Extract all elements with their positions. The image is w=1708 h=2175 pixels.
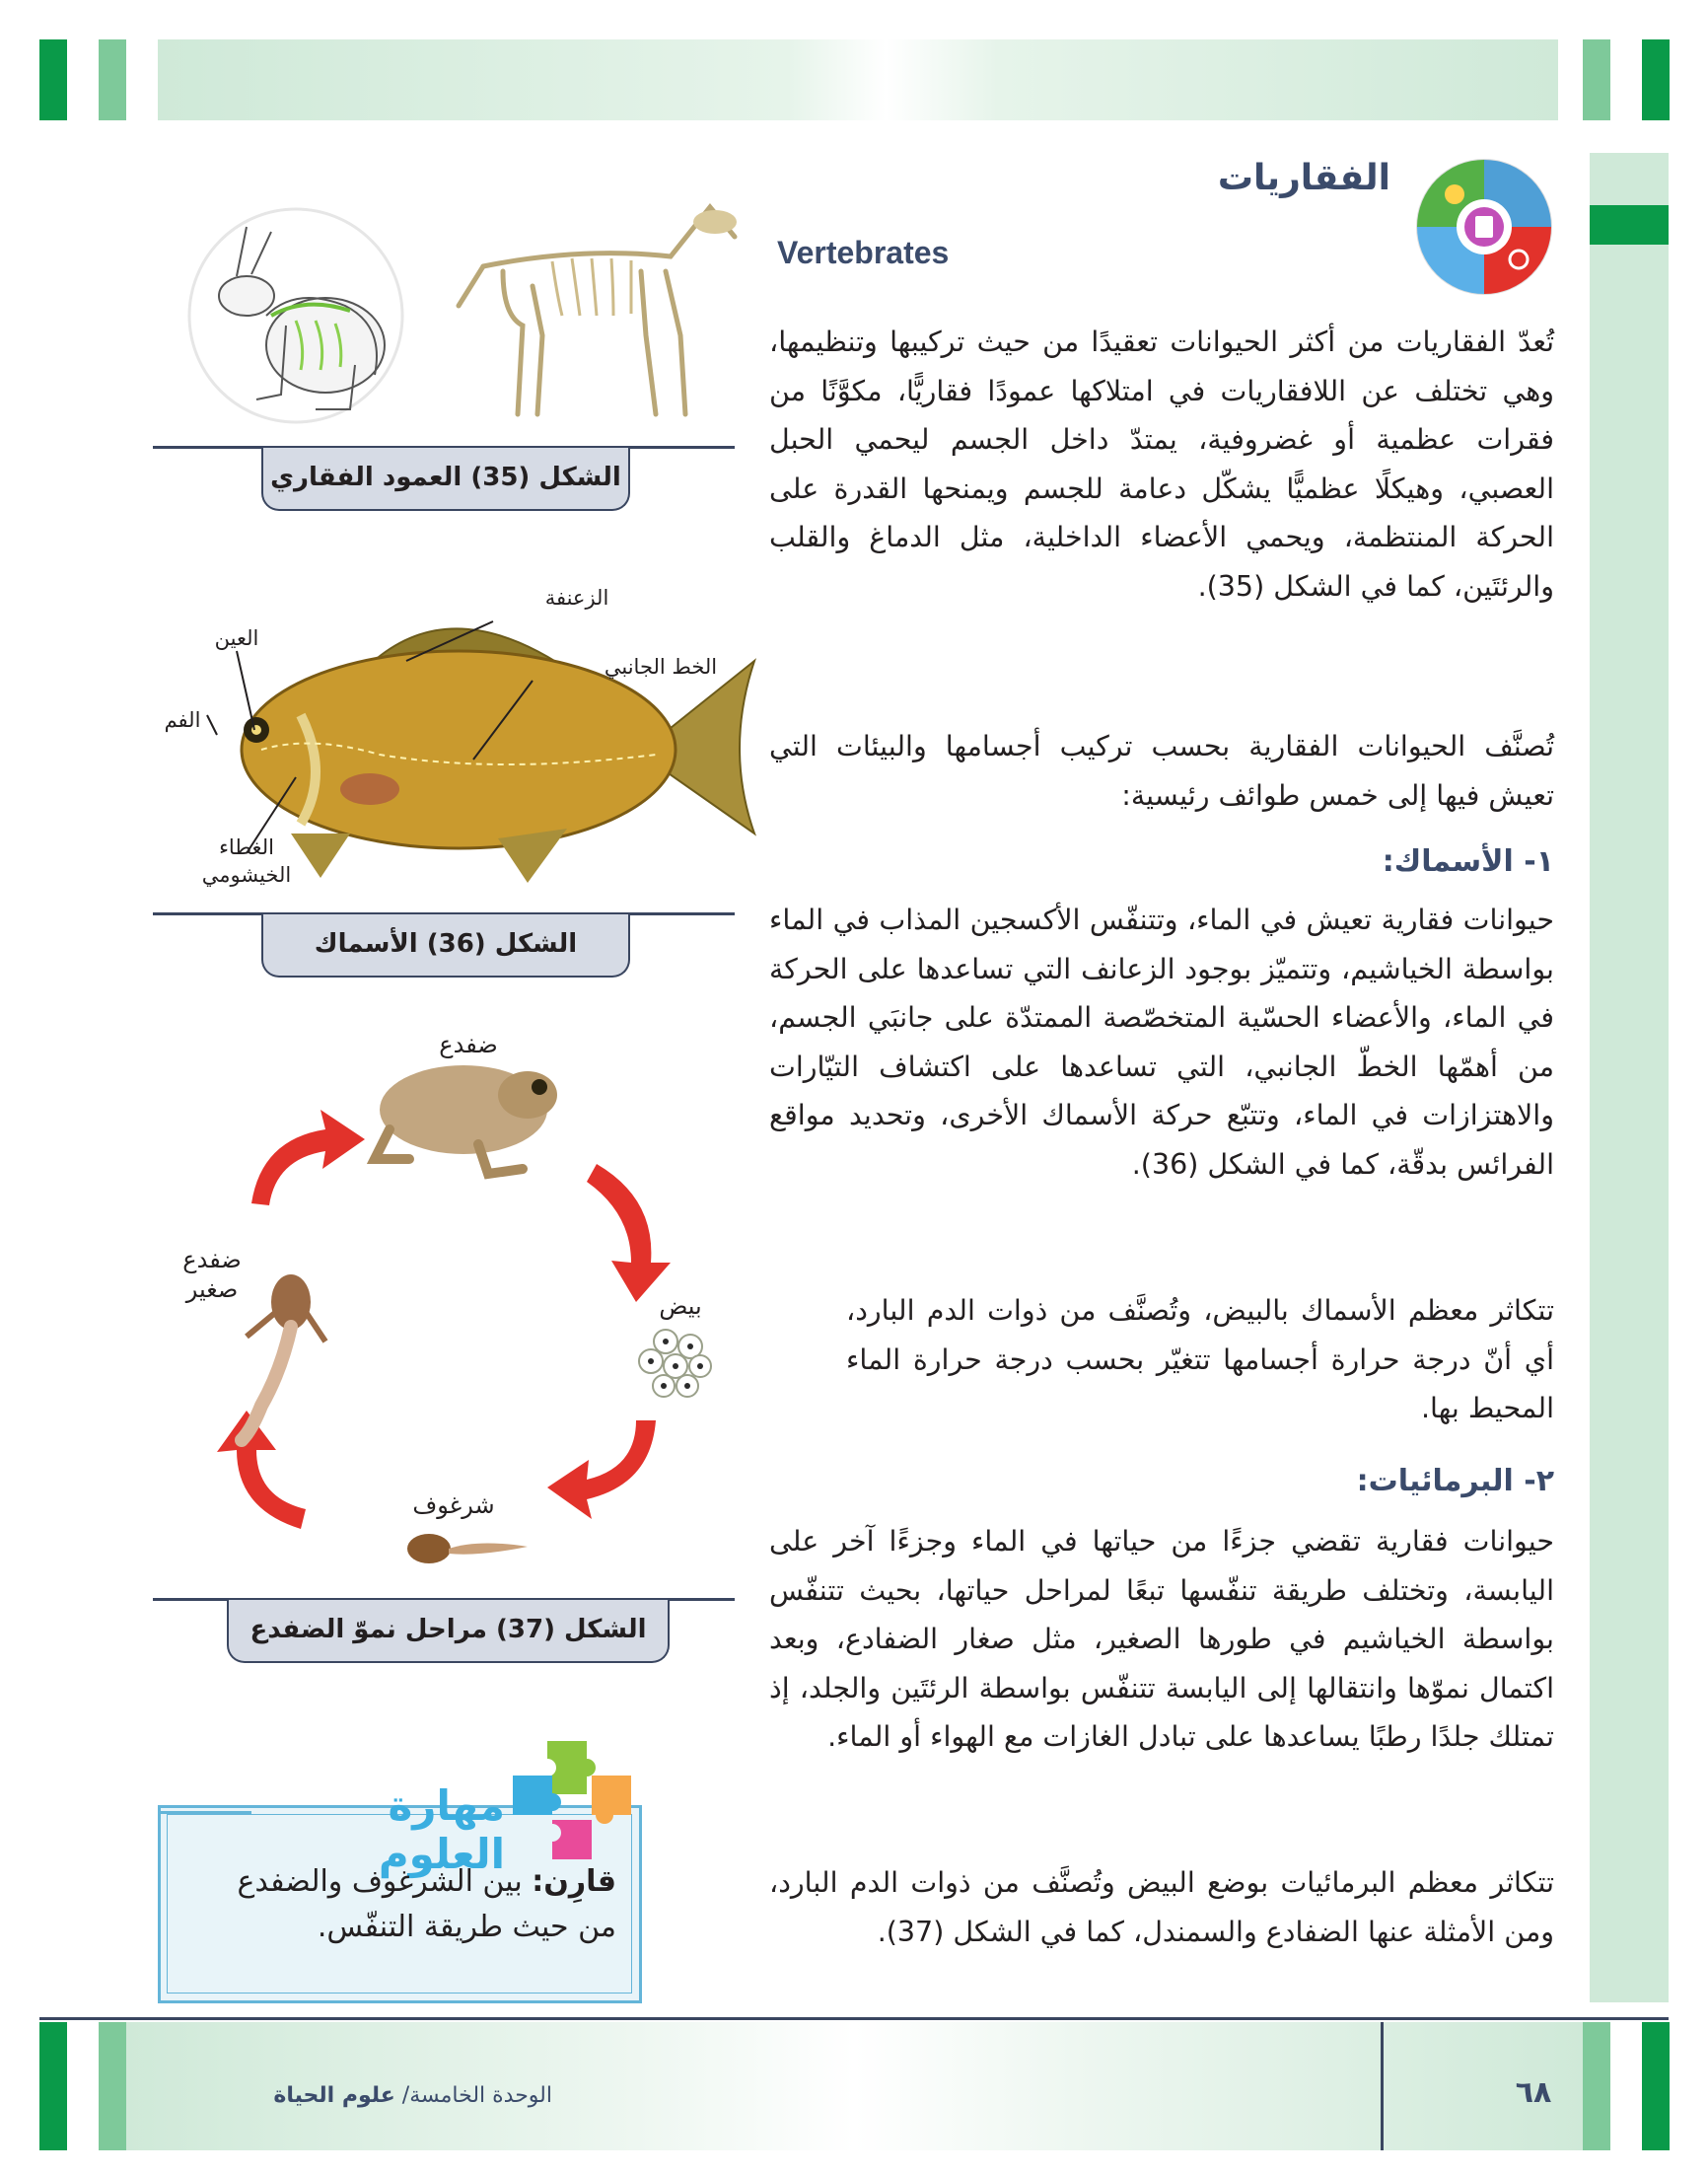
page-number: ٦٨: [1515, 2075, 1552, 2110]
fish-heading: ١- الأسماك:: [1382, 844, 1554, 879]
header-bar-left-light: [99, 39, 126, 120]
fig37-caption: الشكل (37) مراحل نموّ الضفدع: [227, 1600, 670, 1663]
amphibians-paragraph-2: تتكاثر معظم البرمائيات بوضع البيض وتُصنَّف من ذوات الدم البارد، ومن الأمثلة عنها الضفادع والسمندل، كما في الشكل (37).: [769, 1866, 1554, 1948]
footer-bar-left-light: [99, 2022, 126, 2150]
skill-title: مهارة العلوم: [378, 1781, 505, 1878]
fig36-caption: الشكل (36) الأسماك: [261, 914, 630, 978]
section-title-en: Vertebrates: [777, 235, 950, 270]
fish-paragraph-1: حيوانات فقارية تعيش في الماء، وتتنفّس الأكسجين المذاب في الماء بواسطة الخياشيم، وتتميّز بوجود الزعانف التي تساعدها على الحركة في الماء، والأعضاء الحسّية المتخصّصة الممتدّة على جانبَي الجسم، من أهمّها الخطّ الجانبي، التي تساعدها على اكتشاف التيّارات والاهتزازات في الماء، وتتبّع حركة الأسماك الأخرى، وتحديد مواقع الفرائس بدقّة، كما في الشكل (36).: [769, 904, 1554, 1181]
frog-label-young-frog: ضفدع صغير: [182, 1246, 242, 1303]
fish-label-lateral-line: الخط الجانبي: [604, 655, 718, 679]
header-bar-right-light: [1583, 39, 1610, 120]
footer-subject: علوم الحياة: [273, 2083, 395, 2108]
fish-paragraph-2: تتكاثر معظم الأسماك بالبيض، وتُصنَّف من ذوات الدم البارد، أي أنّ درجة حرارة أجسامها تتغيّر بحسب درجة حرارة الماء المحيط بها.: [846, 1294, 1554, 1424]
puzzle-icon: [508, 1736, 651, 1869]
skill-prompt: [197, 1859, 616, 1950]
footer-bar-right-light: [1583, 2022, 1610, 2150]
footer-top-rule: [39, 2017, 1669, 2020]
amphibians-paragraph-1: حيوانات فقارية تقضي جزءًا من حياتها في الماء وجزءًا آخر على اليابسة، وتختلف طريقة تنفّسها تبعًا لمراحل حياتها، بحيث تتنفّس بواسطة الخياشيم في طورها الصغير، مثل صغار الضفادع، وبعد اكتمال نموّها وانتقالها إلى اليابسة تتنفّس بواسطة الرئتَين والجلد، إذ تمتلك جلدًا رطبًا يساعدها على تبادل الغازات مع الهواء أو الماء.: [769, 1525, 1554, 1753]
header-bar-right-dark: [1642, 39, 1670, 120]
title-marker-bar: [1590, 205, 1669, 245]
skill-title-underline: [158, 1811, 251, 1814]
skill-prompt-text: بين الشرغوف والضفدع من حيث طريقة التنفّس.: [237, 1864, 616, 1944]
horse-skeleton-illustration: [444, 178, 749, 424]
fish-label-eye: العين: [214, 626, 259, 650]
fish-label-gill-cover: الغطاء الخيشومي: [201, 835, 292, 887]
footer-unit-label: [158, 2083, 552, 2108]
header-band: [158, 39, 1558, 120]
header-bar-left-dark: [39, 39, 67, 120]
footer-bar-left-dark: [39, 2022, 67, 2150]
intro-paragraph-2: تُصنَّف الحيوانات الفقارية بحسب تركيب أجسامها والبيئات التي تعيش فيها إلى خمس طوائف رئيسية:: [769, 730, 1554, 812]
amphibians-heading: ٢- البرمائيات:: [1356, 1464, 1554, 1498]
right-margin-strip: [1590, 153, 1669, 2002]
frog-label-frog: ضفدع: [439, 1031, 498, 1058]
section-icon: [1410, 153, 1558, 301]
frog-label-tadpole: شرغوف: [412, 1491, 495, 1519]
fish-label-mouth: الفم: [164, 708, 201, 732]
fish-label-fin: الزعنفة: [544, 586, 609, 610]
footer-divider: [1381, 2022, 1384, 2150]
section-title-ar: الفقاريات: [1217, 158, 1390, 198]
footer-bar-right-dark: [1642, 2022, 1670, 2150]
fig35-caption: الشكل (35) العمود الفقاري: [261, 448, 630, 511]
frog-label-eggs: بيض: [659, 1292, 702, 1320]
skill-prompt-verb: قارِن:: [532, 1864, 616, 1899]
rabbit-skeleton-illustration: [178, 197, 404, 434]
intro-paragraph-1: تُعدّ الفقاريات من أكثر الحيوانات تعقيدًا من حيث تركيبها وتنظيمها، وهي تختلف عن اللافقاريات في امتلاكها عمودًا فقاريًّا، مكوَّنًا من فقرات عظمية أو غضروفية، يمتدّ داخل الجسم ليحمي الحبل العصبي، وهيكلًا عظميًّا يشكّل دعامة للجسم ويمنحها القدرة على الحركة المنتظمة، ويحمي الأعضاء الداخلية، مثل الدماغ والقلب والرئتَين، كما في الشكل (35).: [769, 326, 1554, 603]
footer-unit: الوحدة الخامسة/: [394, 2083, 552, 2108]
